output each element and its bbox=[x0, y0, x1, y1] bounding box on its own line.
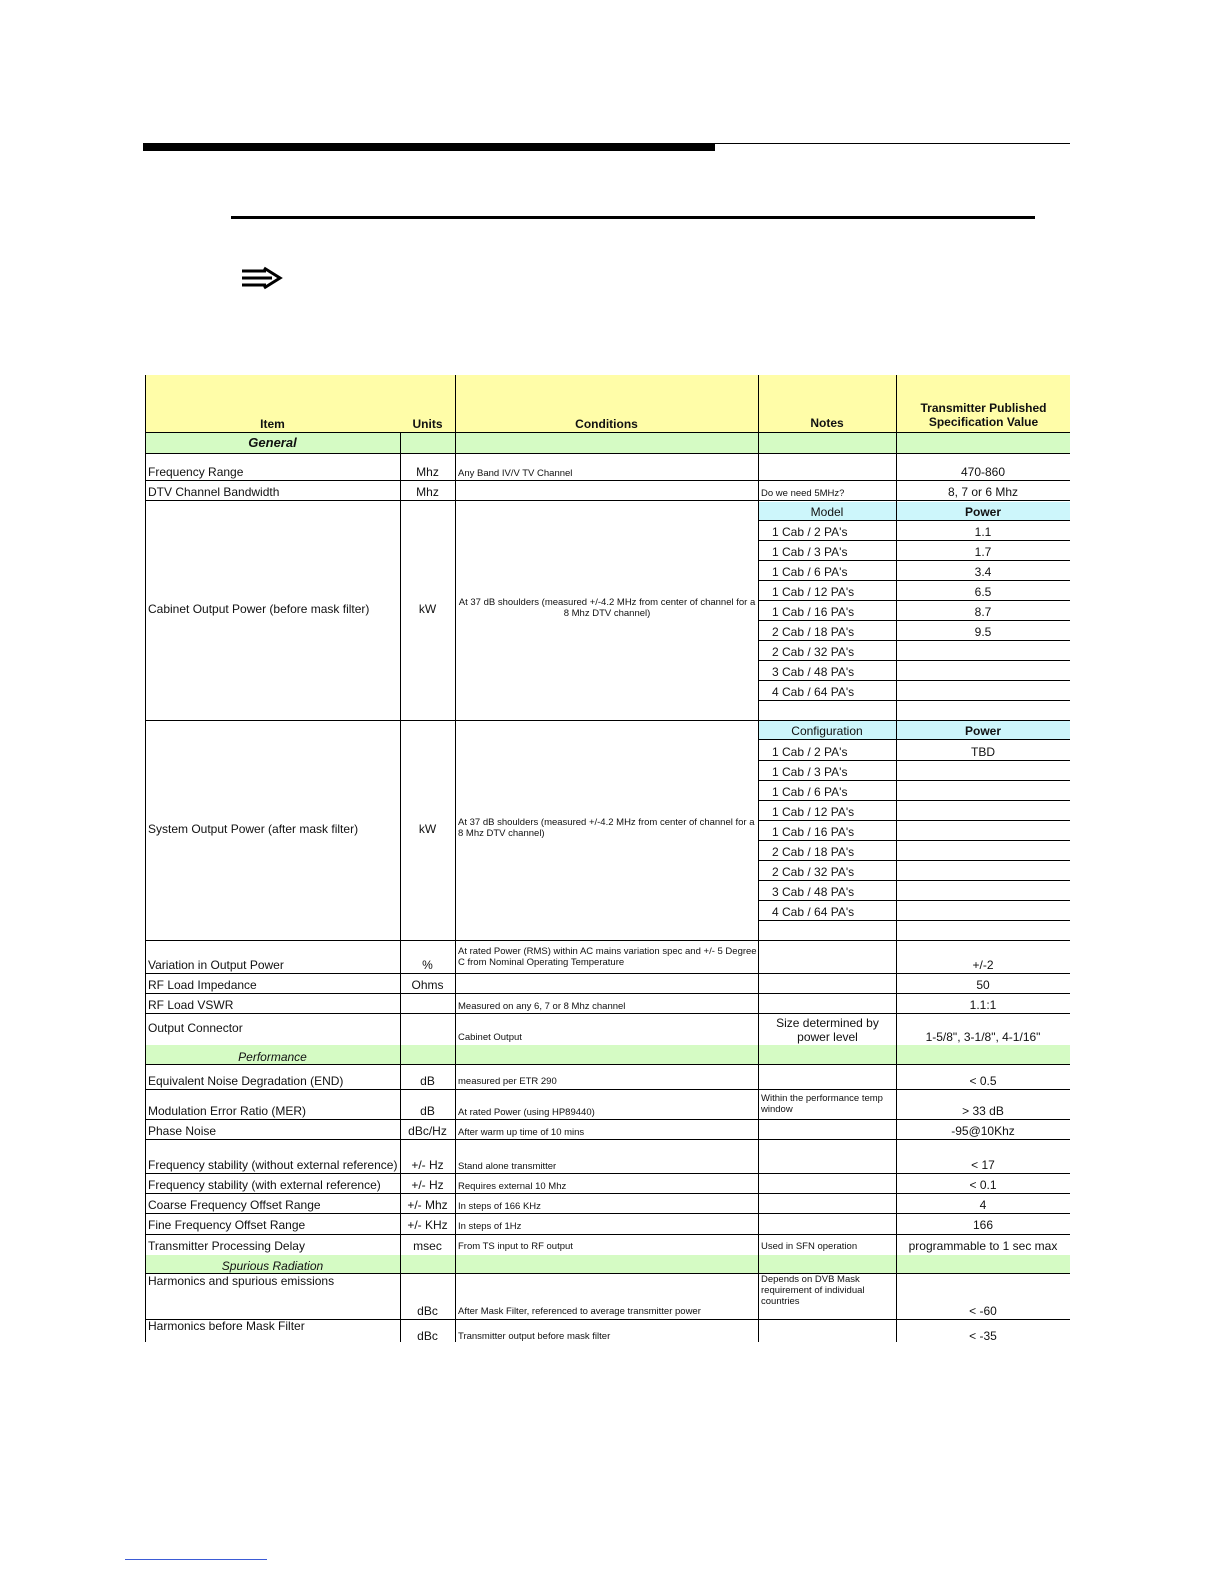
row-item: DTV Channel Bandwidth bbox=[148, 485, 280, 499]
system-power: TBD bbox=[971, 745, 995, 759]
row-item: Equivalent Noise Degradation (END) bbox=[148, 1074, 344, 1088]
grid-line bbox=[145, 1173, 1070, 1174]
row-conditions: At rated Power (RMS) within AC mains variation spec and +/- 5 Degree C from Nominal Operating Temperature bbox=[458, 946, 757, 968]
row-item: Harmonics and spurious emissions bbox=[148, 1274, 335, 1288]
row-notes: Used in SFN operation bbox=[761, 1241, 858, 1252]
row-value: +/-2 bbox=[972, 958, 994, 972]
column-header-conditions: Conditions bbox=[575, 417, 638, 431]
row-item: Transmitter Processing Delay bbox=[148, 1239, 305, 1253]
grid-line bbox=[759, 900, 1070, 901]
grid-line bbox=[759, 760, 1070, 761]
row-units: +/- Mhz bbox=[407, 1198, 448, 1212]
grid-line bbox=[145, 993, 1070, 994]
row-item: Frequency stability (without external reference) bbox=[148, 1158, 398, 1172]
cabinet-power: 1.1 bbox=[974, 525, 992, 539]
grid-line bbox=[896, 375, 897, 1342]
grid-line bbox=[145, 973, 1070, 974]
system-model: 1 Cab / 2 PA's bbox=[772, 745, 848, 759]
grid-line bbox=[145, 1089, 1070, 1090]
row-item: Phase Noise bbox=[148, 1124, 217, 1138]
system-model: 1 Cab / 16 PA's bbox=[772, 825, 855, 839]
grid-line bbox=[145, 500, 1070, 501]
cabinet-model: 1 Cab / 16 PA's bbox=[772, 605, 855, 619]
cabinet-model: 2 Cab / 18 PA's bbox=[772, 625, 855, 639]
row-units: dBc bbox=[417, 1329, 438, 1343]
row-conditions: Measured on any 6, 7 or 8 Mhz channel bbox=[458, 1001, 626, 1012]
cabinet-model-header: Model bbox=[810, 505, 844, 519]
row-notes: Within the performance temp window bbox=[761, 1093, 883, 1115]
grid-line bbox=[759, 840, 1070, 841]
row-conditions: Cabinet Output bbox=[458, 1032, 522, 1043]
grid-line bbox=[759, 680, 1070, 681]
system-model: 3 Cab / 48 PA's bbox=[772, 885, 855, 899]
row-value: < -35 bbox=[969, 1329, 997, 1343]
cabinet-power-header: Power bbox=[964, 505, 1001, 519]
row-units: % bbox=[422, 958, 433, 972]
row-conditions: At rated Power (using HP89440) bbox=[458, 1107, 595, 1118]
row-conditions: From TS input to RF output bbox=[458, 1241, 573, 1252]
row-value: < 0.1 bbox=[969, 1178, 997, 1192]
grid-line bbox=[145, 1013, 1070, 1014]
system-model: 1 Cab / 3 PA's bbox=[772, 765, 848, 779]
grid-line bbox=[759, 540, 1070, 541]
row-value: 8, 7 or 6 Mhz bbox=[947, 485, 1019, 499]
row-value: < 0.5 bbox=[969, 1074, 997, 1088]
cabinet-power: 9.5 bbox=[974, 625, 992, 639]
section-label-general: General bbox=[248, 435, 297, 450]
cabinet-power: 8.7 bbox=[974, 605, 992, 619]
row-conditions: In steps of 1Hz bbox=[458, 1221, 522, 1232]
grid-line bbox=[145, 1119, 1070, 1120]
column-header-notes: Notes bbox=[810, 416, 844, 430]
spec-table bbox=[145, 375, 1070, 1342]
row-units: kW bbox=[418, 602, 437, 616]
cabinet-power: 6.5 bbox=[974, 585, 992, 599]
row-units: Mhz bbox=[416, 465, 439, 479]
row-value: < -60 bbox=[969, 1304, 997, 1318]
row-units: +/- KHz bbox=[407, 1218, 448, 1232]
row-value: 4 bbox=[979, 1198, 987, 1212]
system-model: 2 Cab / 18 PA's bbox=[772, 845, 855, 859]
section-rule bbox=[231, 216, 1035, 219]
row-item: Variation in Output Power bbox=[148, 958, 284, 972]
cabinet-model: 3 Cab / 48 PA's bbox=[772, 665, 855, 679]
grid-line bbox=[758, 375, 759, 1342]
row-item: Fine Frequency Offset Range bbox=[148, 1218, 306, 1232]
row-value: 470-860 bbox=[960, 465, 1006, 479]
grid-line bbox=[145, 1139, 1070, 1140]
grid-line bbox=[145, 940, 1070, 941]
grid-line bbox=[145, 1234, 1070, 1235]
row-item: Output Connector bbox=[148, 1021, 243, 1035]
note-icon bbox=[240, 266, 284, 290]
row-units: kW bbox=[418, 822, 437, 836]
grid-line bbox=[145, 1213, 1070, 1214]
row-item: RF Load VSWR bbox=[148, 998, 234, 1012]
grid-line bbox=[759, 880, 1070, 881]
grid-line bbox=[759, 620, 1070, 621]
row-value: > 33 dB bbox=[962, 1104, 1004, 1118]
row-units: dB bbox=[420, 1074, 435, 1088]
row-units: +/- Hz bbox=[411, 1158, 444, 1172]
system-model: 1 Cab / 6 PA's bbox=[772, 785, 848, 799]
row-item: Harmonics before Mask Filter bbox=[148, 1319, 305, 1333]
row-conditions: After warm up time of 10 mins bbox=[458, 1127, 585, 1138]
cabinet-model: 2 Cab / 32 PA's bbox=[772, 645, 855, 659]
column-header-units: Units bbox=[412, 417, 443, 431]
row-value: 166 bbox=[972, 1218, 994, 1232]
grid-line bbox=[759, 820, 1070, 821]
grid-line bbox=[759, 640, 1070, 641]
row-value: 50 bbox=[976, 978, 990, 992]
system-power-header: Power bbox=[964, 724, 1001, 738]
row-conditions: Requires external 10 Mhz bbox=[458, 1181, 567, 1192]
system-model: 2 Cab / 32 PA's bbox=[772, 865, 855, 879]
row-units: dB bbox=[420, 1104, 435, 1118]
grid-line bbox=[759, 920, 1070, 921]
row-value: -95@10Khz bbox=[951, 1124, 1015, 1138]
section-label-spurious: Spurious Radiation bbox=[221, 1259, 324, 1273]
cabinet-model: 1 Cab / 3 PA's bbox=[772, 545, 848, 559]
grid-line bbox=[759, 700, 1070, 701]
row-units: dBc bbox=[417, 1304, 438, 1318]
row-conditions: Transmitter output before mask filter bbox=[458, 1331, 611, 1342]
row-conditions: At 37 dB shoulders (measured +/-4.2 MHz from center of channel for a 8 Mhz DTV channel) bbox=[458, 817, 755, 839]
row-item: Frequency Range bbox=[148, 465, 244, 479]
grid-line bbox=[455, 375, 456, 1342]
row-notes: Size determined by power level bbox=[776, 1016, 879, 1044]
grid-line bbox=[145, 432, 1070, 433]
cabinet-model: 4 Cab / 64 PA's bbox=[772, 685, 855, 699]
grid-line bbox=[145, 720, 1070, 721]
row-item: Frequency stability (with external reference) bbox=[148, 1178, 381, 1192]
row-units: +/- Hz bbox=[411, 1178, 444, 1192]
grid-line bbox=[759, 660, 1070, 661]
grid-line bbox=[759, 600, 1070, 601]
row-conditions: Any Band IV/V TV Channel bbox=[458, 468, 573, 479]
grid-line bbox=[759, 580, 1070, 581]
row-item: Coarse Frequency Offset Range bbox=[148, 1198, 321, 1212]
row-units: msec bbox=[413, 1239, 442, 1253]
column-header-value: Transmitter Published Specification Value bbox=[920, 401, 1047, 429]
grid-line bbox=[759, 560, 1070, 561]
footer-link-underline[interactable] bbox=[125, 1559, 267, 1560]
grid-line bbox=[759, 780, 1070, 781]
row-units: Mhz bbox=[416, 485, 439, 499]
cabinet-model: 1 Cab / 6 PA's bbox=[772, 565, 848, 579]
row-conditions: After Mask Filter, referenced to average transmitter power bbox=[458, 1306, 701, 1317]
row-item: RF Load Impedance bbox=[148, 978, 257, 992]
grid-line bbox=[145, 480, 1070, 481]
row-item: Modulation Error Ratio (MER) bbox=[148, 1104, 307, 1118]
cabinet-power: 1.7 bbox=[974, 545, 992, 559]
row-notes: Depends on DVB Mask requirement of individual countries bbox=[761, 1274, 865, 1307]
system-config-header: Configuration bbox=[791, 724, 863, 738]
grid-line bbox=[759, 800, 1070, 801]
header-rule-thin bbox=[715, 143, 1070, 144]
row-item: Cabinet Output Power (before mask filter) bbox=[148, 602, 370, 616]
column-header-item: Item bbox=[260, 417, 285, 431]
row-value: 1.1:1 bbox=[969, 998, 997, 1012]
cabinet-model: 1 Cab / 12 PA's bbox=[772, 585, 855, 599]
row-conditions: In steps of 166 KHz bbox=[458, 1201, 541, 1212]
row-conditions: At 37 dB shoulders (measured +/-4.2 MHz from center of channel for a 8 Mhz DTV channel) bbox=[458, 597, 756, 619]
grid-line bbox=[145, 375, 146, 1342]
grid-line bbox=[145, 1193, 1070, 1194]
row-notes: Do we need 5MHz? bbox=[761, 488, 845, 499]
row-conditions: Stand alone transmitter bbox=[458, 1161, 557, 1172]
row-conditions: measured per ETR 290 bbox=[458, 1076, 557, 1087]
row-item: System Output Power (after mask filter) bbox=[148, 822, 359, 836]
system-model: 1 Cab / 12 PA's bbox=[772, 805, 855, 819]
row-units: dBc/Hz bbox=[408, 1124, 447, 1138]
grid-line bbox=[759, 860, 1070, 861]
row-units: Ohms bbox=[411, 978, 444, 992]
cabinet-power: 3.4 bbox=[974, 565, 992, 579]
section-label-performance: Performance bbox=[238, 1050, 307, 1064]
system-model: 4 Cab / 64 PA's bbox=[772, 905, 855, 919]
cabinet-model: 1 Cab / 2 PA's bbox=[772, 525, 848, 539]
row-value: programmable to 1 sec max bbox=[908, 1239, 1058, 1253]
header-rule-thick bbox=[143, 143, 715, 151]
row-value: 1-5/8", 3-1/8", 4-1/16" bbox=[925, 1030, 1041, 1044]
row-value: < 17 bbox=[971, 1158, 995, 1172]
